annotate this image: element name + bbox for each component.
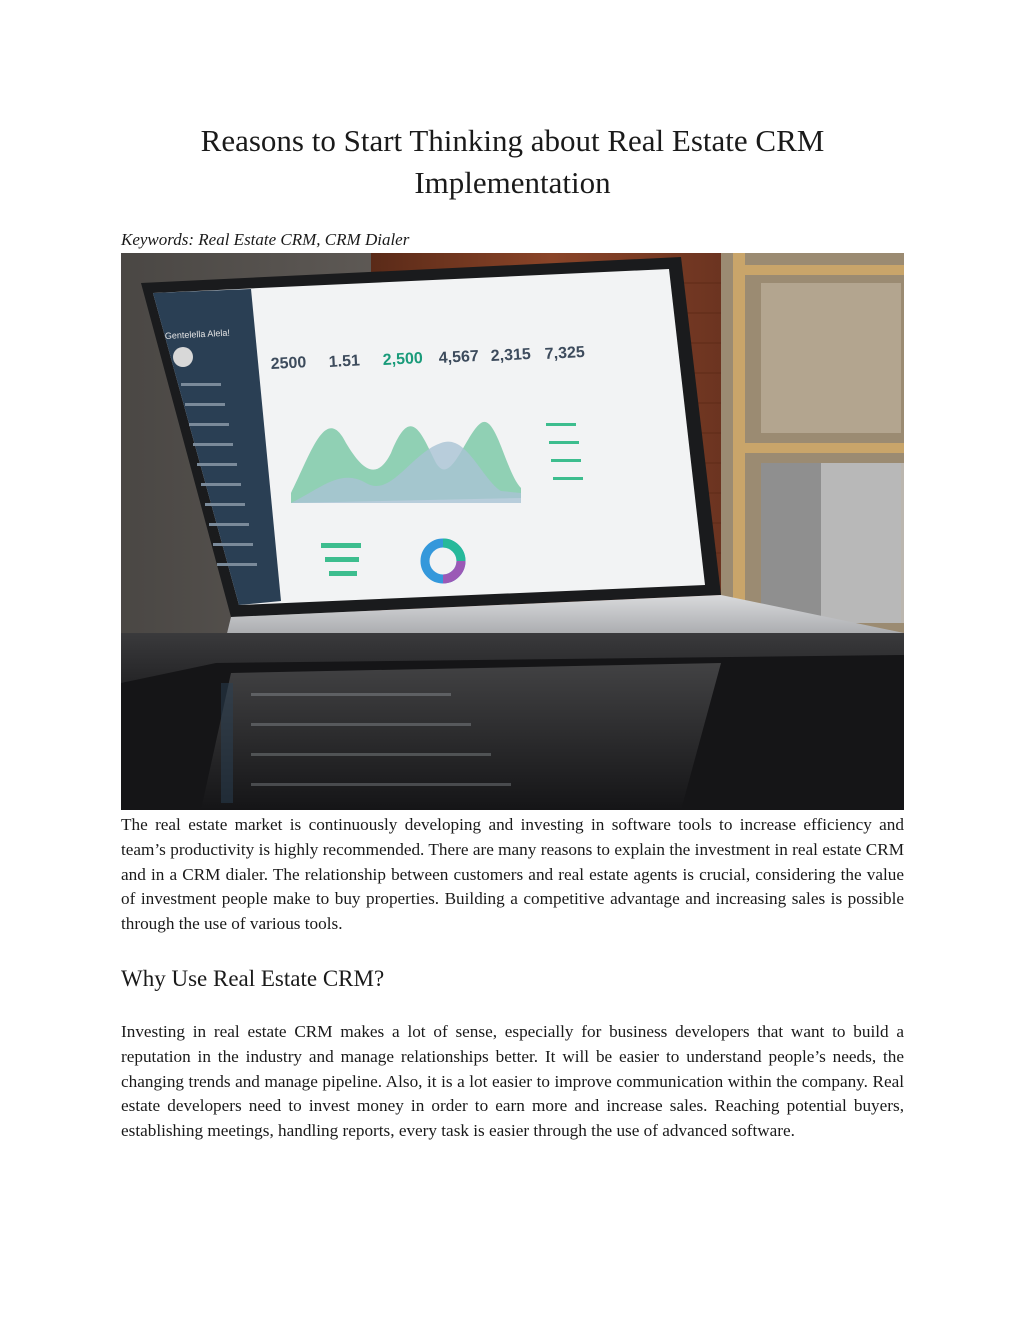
document-title: Reasons to Start Thinking about Real Estate CRM Implementation — [200, 123, 825, 200]
laptop-dashboard-photo — [121, 253, 904, 810]
keywords-line: Keywords: Real Estate CRM, CRM Dialer — [121, 230, 410, 249]
section-heading: Why Use Real Estate CRM? — [121, 966, 385, 991]
screen-reflection — [201, 663, 721, 810]
screen-area-chart — [291, 422, 521, 503]
stat-value: 2,315 — [490, 345, 532, 365]
stat-value: 1.51 — [328, 352, 361, 371]
stat-value: 2500 — [270, 354, 307, 373]
stat-value: 2,500 — [382, 349, 424, 369]
dashboard-brand: Gentelella Alela! — [164, 327, 231, 341]
section-paragraph: Investing in real estate CRM makes a lot of sense, especially for business developers that want to build a reputation in the industry and manage relationships better. It will be easier to understand people’s needs, the changing trends and manage pipeline. Also, it is a lot easier to improve communication within the company. Real estate developers need to invest money in order to earn more and increase sales. Reaching potential buyers, establishing meetings, handling reports, every task is easier through the use of advanced software. — [121, 1022, 904, 1141]
bookshelf — [721, 253, 904, 633]
stat-value: 4,567 — [438, 347, 480, 367]
intro-paragraph: The real estate market is continuously developing and investing in software tools to increase efficiency and team’s productivity is highly recommended. There are many reasons to explain the investment in real estate CRM and in a CRM dialer. The relationship between customers and real estate agents is crucial, considering the value of investment people make to buy properties. Building a competitive advantage and increasing sales is possible through the use of various tools. — [121, 815, 904, 934]
stat-value: 7,325 — [544, 343, 586, 363]
